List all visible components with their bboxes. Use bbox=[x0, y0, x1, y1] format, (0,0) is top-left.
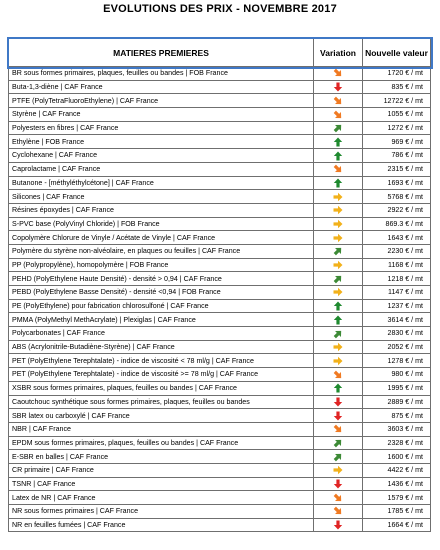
table-row bbox=[9, 176, 431, 190]
header-value bbox=[363, 39, 431, 67]
table-row bbox=[9, 368, 431, 382]
table-row bbox=[9, 518, 431, 532]
arrow-down-right-icon bbox=[333, 493, 343, 503]
table-row bbox=[9, 203, 431, 217]
material-cell: ABS (Acrylonitrile-Butadiène-Styrène) | CAF France bbox=[9, 340, 314, 354]
material-cell: PEBD (PolyEthylene Basse Densité) - densité <0,94 | FOB France bbox=[9, 286, 314, 300]
variation-cell bbox=[314, 190, 363, 204]
variation-cell bbox=[314, 422, 363, 436]
value-cell: 1785 € / mt bbox=[363, 505, 431, 519]
variation-cell bbox=[314, 450, 363, 464]
value-cell: 1693 € / mt bbox=[363, 176, 431, 190]
material-cell: Caoutchouc synthétique sous formes primaires, plaques, feuilles ou bandes bbox=[9, 395, 314, 409]
material-cell: S-PVC base (PolyVinyl Chloride) | FOB France bbox=[9, 217, 314, 231]
page-title: EVOLUTIONS DES PRIX - NOVEMBRE 2017 bbox=[103, 3, 337, 15]
table-row bbox=[9, 395, 431, 409]
value-cell: 1720 € / mt bbox=[363, 67, 431, 81]
value-cell: 835 € / mt bbox=[363, 80, 431, 94]
arrow-right-icon bbox=[333, 260, 343, 270]
table-row bbox=[9, 67, 431, 81]
variation-cell bbox=[314, 491, 363, 505]
variation-cell bbox=[314, 94, 363, 108]
table-row bbox=[9, 299, 431, 313]
material-cell: Copolymère Chlorure de Vinyle / Acétate de Vinyle | CAF France bbox=[9, 231, 314, 245]
table-row bbox=[9, 121, 431, 135]
table-row bbox=[9, 272, 431, 286]
arrow-down-icon bbox=[333, 397, 343, 407]
table-body bbox=[9, 67, 431, 532]
table-row bbox=[9, 135, 431, 149]
variation-cell bbox=[314, 80, 363, 94]
value-cell: 1579 € / mt bbox=[363, 491, 431, 505]
value-cell: 1272 € / mt bbox=[363, 121, 431, 135]
table-row bbox=[9, 244, 431, 258]
arrow-right-icon bbox=[333, 192, 343, 202]
value-cell: 1055 € / mt bbox=[363, 108, 431, 122]
value-cell: 969 € / mt bbox=[363, 135, 431, 149]
material-cell: Polycarbonates | CAF France bbox=[9, 327, 314, 341]
variation-cell bbox=[314, 409, 363, 423]
variation-cell bbox=[314, 505, 363, 519]
material-cell: PMMA (PolyMethyl MethAcrylate) | Plexiglas | CAF France bbox=[9, 313, 314, 327]
arrow-up-icon bbox=[333, 315, 343, 325]
material-cell: Butanone - [méthyléthylcétone] | CAF France bbox=[9, 176, 314, 190]
variation-cell bbox=[314, 463, 363, 477]
value-cell: 3614 € / mt bbox=[363, 313, 431, 327]
value-cell: 2922 € / mt bbox=[363, 203, 431, 217]
table-row bbox=[9, 162, 431, 176]
material-cell: TSNR | CAF France bbox=[9, 477, 314, 491]
material-cell: Cyclohexane | CAF France bbox=[9, 149, 314, 163]
variation-cell bbox=[314, 477, 363, 491]
material-cell: EPDM sous formes primaires, plaques, feuilles ou bandes | CAF France bbox=[9, 436, 314, 450]
arrow-down-right-icon bbox=[333, 96, 343, 106]
material-cell: Silicones | CAF France bbox=[9, 190, 314, 204]
variation-cell bbox=[314, 381, 363, 395]
table-row bbox=[9, 477, 431, 491]
material-cell: Ethylène | FOB France bbox=[9, 135, 314, 149]
header-value-label: Nouvelle valeur bbox=[365, 47, 428, 58]
variation-cell bbox=[314, 518, 363, 532]
table-row bbox=[9, 217, 431, 231]
table-row bbox=[9, 149, 431, 163]
arrow-down-right-icon bbox=[333, 506, 343, 516]
arrow-right-icon bbox=[333, 287, 343, 297]
material-cell: NBR | CAF France bbox=[9, 422, 314, 436]
table-header bbox=[9, 39, 431, 67]
material-cell: NR sous formes primaires | CAF France bbox=[9, 505, 314, 519]
table-row bbox=[9, 190, 431, 204]
variation-cell bbox=[314, 231, 363, 245]
variation-cell bbox=[314, 121, 363, 135]
material-cell: PE (PolyEthylene) pour fabrication chlorosulfoné | CAF France bbox=[9, 299, 314, 313]
arrow-right-icon bbox=[333, 356, 343, 366]
table-row bbox=[9, 463, 431, 477]
material-cell: SBR latex ou carboxylé | CAF France bbox=[9, 409, 314, 423]
material-cell: Polyesters en fibres | CAF France bbox=[9, 121, 314, 135]
price-table-container bbox=[8, 38, 430, 532]
material-cell: PP (Polypropylène), homopolymère | FOB France bbox=[9, 258, 314, 272]
arrow-up-right-icon bbox=[333, 329, 343, 339]
arrow-down-icon bbox=[333, 479, 343, 489]
arrow-down-icon bbox=[333, 82, 343, 92]
arrow-down-icon bbox=[333, 520, 343, 530]
value-cell: 1237 € / mt bbox=[363, 299, 431, 313]
material-cell: PET (PolyEthylene Terephtalate) - indice de viscosité >= 78 ml/g | CAF France bbox=[9, 368, 314, 382]
price-table bbox=[8, 38, 431, 532]
header-variation: Variation bbox=[314, 39, 363, 67]
arrow-up-right-icon bbox=[333, 452, 343, 462]
value-cell: 786 € / mt bbox=[363, 149, 431, 163]
table-row bbox=[9, 505, 431, 519]
arrow-down-right-icon bbox=[333, 110, 343, 120]
value-cell: 2889 € / mt bbox=[363, 395, 431, 409]
header-material: MATIERES PREMIERES bbox=[9, 39, 314, 67]
variation-cell bbox=[314, 436, 363, 450]
arrow-right-icon bbox=[333, 465, 343, 475]
table-row bbox=[9, 422, 431, 436]
variation-cell bbox=[314, 135, 363, 149]
value-cell: 1643 € / mt bbox=[363, 231, 431, 245]
table-row bbox=[9, 286, 431, 300]
table-row bbox=[9, 231, 431, 245]
arrow-down-right-icon bbox=[333, 424, 343, 434]
value-cell: 1278 € / mt bbox=[363, 354, 431, 368]
arrow-right-icon bbox=[333, 205, 343, 215]
table-row bbox=[9, 313, 431, 327]
variation-cell bbox=[314, 258, 363, 272]
material-cell: Buta-1,3-diène | CAF France bbox=[9, 80, 314, 94]
value-cell: 1218 € / mt bbox=[363, 272, 431, 286]
value-cell: 5768 € / mt bbox=[363, 190, 431, 204]
arrow-up-right-icon bbox=[333, 246, 343, 256]
variation-cell bbox=[314, 217, 363, 231]
variation-cell bbox=[314, 244, 363, 258]
value-cell: 869.3 € / mt bbox=[363, 217, 431, 231]
variation-cell bbox=[314, 313, 363, 327]
variation-cell bbox=[314, 395, 363, 409]
variation-cell bbox=[314, 149, 363, 163]
arrow-down-right-icon bbox=[333, 68, 343, 78]
material-cell: BR sous formes primaires, plaques, feuilles ou bandes | FOB France bbox=[9, 67, 314, 81]
value-cell: 4422 € / mt bbox=[363, 463, 431, 477]
variation-cell bbox=[314, 203, 363, 217]
material-cell: NR en feuilles fumées | CAF France bbox=[9, 518, 314, 532]
arrow-up-icon bbox=[333, 383, 343, 393]
material-cell: PEHD (PolyEthylene Haute Densité) - densité > 0,94 | CAF France bbox=[9, 272, 314, 286]
material-cell: CR primaire | CAF France bbox=[9, 463, 314, 477]
material-cell: Polymère du styrène non-alvéolaire, en plaques ou feuilles | CAF France bbox=[9, 244, 314, 258]
value-cell: 2328 € / mt bbox=[363, 436, 431, 450]
arrow-up-icon bbox=[333, 301, 343, 311]
value-cell: 2052 € / mt bbox=[363, 340, 431, 354]
arrow-down-icon bbox=[333, 411, 343, 421]
table-row bbox=[9, 327, 431, 341]
table-row bbox=[9, 409, 431, 423]
table-row bbox=[9, 436, 431, 450]
variation-cell bbox=[314, 368, 363, 382]
variation-cell bbox=[314, 272, 363, 286]
material-cell: PET (PolyEthylene Terephtalate) - indice de viscosité < 78 ml/g | CAF France bbox=[9, 354, 314, 368]
material-cell: Styrène | CAF France bbox=[9, 108, 314, 122]
arrow-right-icon bbox=[333, 342, 343, 352]
arrow-up-icon bbox=[333, 151, 343, 161]
material-cell: Caprolactame | CAF France bbox=[9, 162, 314, 176]
value-cell: 2830 € / mt bbox=[363, 327, 431, 341]
value-cell: 2230 € / mt bbox=[363, 244, 431, 258]
arrow-up-right-icon bbox=[333, 274, 343, 284]
table-row bbox=[9, 450, 431, 464]
table-row bbox=[9, 340, 431, 354]
value-cell: 1168 € / mt bbox=[363, 258, 431, 272]
value-cell: 875 € / mt bbox=[363, 409, 431, 423]
value-cell: 1664 € / mt bbox=[363, 518, 431, 532]
variation-cell bbox=[314, 67, 363, 81]
material-cell: PTFE (PolyTetraFluoroEthylene) | CAF France bbox=[9, 94, 314, 108]
table-row bbox=[9, 80, 431, 94]
header-row bbox=[9, 39, 431, 67]
table-row bbox=[9, 108, 431, 122]
variation-cell bbox=[314, 176, 363, 190]
material-cell: Résines époxydes | CAF France bbox=[9, 203, 314, 217]
table-row bbox=[9, 94, 431, 108]
arrow-down-right-icon bbox=[333, 164, 343, 174]
arrow-down-right-icon bbox=[333, 370, 343, 380]
table-row bbox=[9, 354, 431, 368]
variation-cell bbox=[314, 299, 363, 313]
arrow-right-icon bbox=[333, 219, 343, 229]
material-cell: XSBR sous formes primaires, plaques, feuilles ou bandes | CAF France bbox=[9, 381, 314, 395]
value-cell: 1436 € / mt bbox=[363, 477, 431, 491]
material-cell: Latex de NR | CAF France bbox=[9, 491, 314, 505]
variation-cell bbox=[314, 354, 363, 368]
value-cell: 2315 € / mt bbox=[363, 162, 431, 176]
variation-cell bbox=[314, 286, 363, 300]
arrow-up-icon bbox=[333, 137, 343, 147]
variation-cell bbox=[314, 108, 363, 122]
value-cell: 1147 € / mt bbox=[363, 286, 431, 300]
arrow-up-icon bbox=[333, 178, 343, 188]
variation-cell bbox=[314, 162, 363, 176]
material-cell: E-SBR en balles | CAF France bbox=[9, 450, 314, 464]
variation-cell bbox=[314, 340, 363, 354]
table-row bbox=[9, 381, 431, 395]
arrow-up-right-icon bbox=[333, 438, 343, 448]
table-row bbox=[9, 491, 431, 505]
value-cell: 1995 € / mt bbox=[363, 381, 431, 395]
table-row bbox=[9, 258, 431, 272]
value-cell: 3603 € / mt bbox=[363, 422, 431, 436]
arrow-up-right-icon bbox=[333, 123, 343, 133]
value-cell: 1600 € / mt bbox=[363, 450, 431, 464]
value-cell: 980 € / mt bbox=[363, 368, 431, 382]
arrow-right-icon bbox=[333, 233, 343, 243]
variation-cell bbox=[314, 327, 363, 341]
value-cell: 12722 € / mt bbox=[363, 94, 431, 108]
